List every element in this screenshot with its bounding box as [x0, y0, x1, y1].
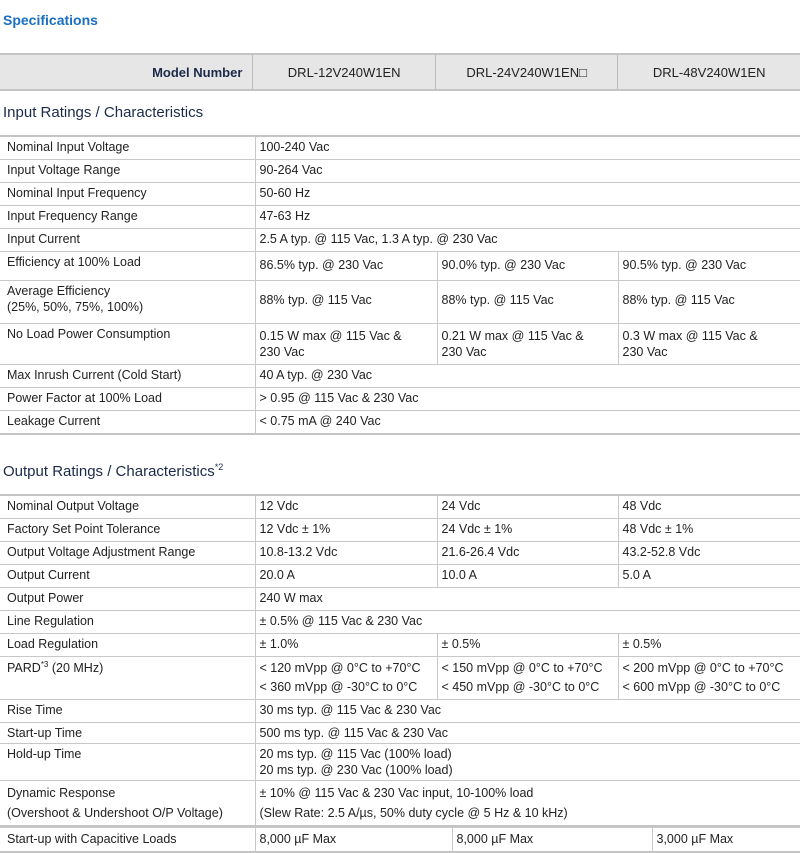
value-cell [437, 252, 618, 281]
table-row [0, 519, 800, 542]
text-line: 20.0 A [259, 568, 295, 582]
text-line: Dynamic Response [7, 786, 116, 800]
text-line: Output Power [7, 591, 84, 605]
table-row [0, 781, 800, 827]
row-label [0, 723, 255, 744]
value-cell [618, 542, 800, 565]
text-line: 88% typ. @ 115 Vac [441, 293, 554, 307]
value-cell [437, 657, 618, 700]
text-line: Average Efficiency [7, 284, 111, 298]
text-line: > 0.95 @ 115 Vac & 230 Vac [259, 391, 419, 405]
text-line: 500 ms typ. @ 115 Vac & 230 Vac [259, 726, 448, 740]
text-line: ± 0.5% @ 115 Vac & 230 Vac [259, 614, 423, 628]
value-cell [437, 324, 618, 365]
model-48v: DRL-48V240W1EN [617, 55, 800, 89]
value-cell [255, 744, 800, 781]
value-cell [255, 700, 800, 723]
model-24v: DRL-24V240W1EN□ [435, 55, 618, 89]
table-row [0, 700, 800, 723]
table-row [0, 136, 800, 160]
text-line: < 600 mVpp @ -30°C to 0°C [622, 680, 781, 694]
model-12v: DRL-12V240W1EN [252, 55, 435, 89]
row-label [0, 411, 255, 435]
value-cell [255, 495, 437, 519]
text-line: Input Current [7, 232, 80, 246]
text-line: 0.15 W max @ 115 Vac & [259, 329, 402, 343]
text-line: Start-up Time [7, 726, 83, 740]
text-line: 50-60 Hz [259, 186, 311, 200]
text-line: 21.6-26.4 Vdc [441, 545, 520, 559]
value-cell [255, 519, 437, 542]
table-row [0, 565, 800, 588]
table-row [0, 206, 800, 229]
text-line: 2.5 A typ. @ 115 Vac, 1.3 A typ. @ 230 Vac [259, 232, 498, 246]
value-cell [255, 281, 437, 324]
value-cell [437, 634, 618, 657]
value-cell: 8,000 µF Max [452, 828, 652, 853]
value-cell [618, 281, 800, 324]
text-line: 230 Vac [259, 345, 305, 359]
row-label [0, 611, 255, 634]
model-number-label: Model Number [152, 64, 243, 80]
text-line: 40 A typ. @ 230 Vac [259, 368, 373, 382]
text-line: 100-240 Vac [259, 140, 330, 154]
text-line: Load Regulation [7, 637, 99, 651]
table-row [0, 634, 800, 657]
text-line: < 360 mVpp @ -30°C to 0°C [259, 680, 418, 694]
value-cell: 8,000 µF Max [255, 828, 452, 853]
text-line: 0.21 W max @ 115 Vac & [441, 329, 584, 343]
value-cell [618, 519, 800, 542]
row-label [0, 519, 255, 542]
value-cell [255, 781, 800, 827]
value-cell [255, 634, 437, 657]
value-cell [437, 495, 618, 519]
value-cell [255, 252, 437, 281]
value-cell [437, 281, 618, 324]
text-line: Efficiency at 100% Load [7, 255, 141, 269]
page-title: Specifications [3, 12, 98, 28]
input-section-heading: Input Ratings / Characteristics [3, 104, 204, 121]
text-line: ± 0.5% [441, 637, 481, 651]
text-line: (Overshoot & Undershoot O/P Voltage) [7, 806, 223, 820]
table-row [0, 160, 800, 183]
text-line: (25%, 50%, 75%, 100%) [7, 300, 144, 314]
row-label [0, 229, 255, 252]
table-row [0, 365, 800, 388]
table-row [0, 411, 800, 435]
value-cell [437, 565, 618, 588]
table-row [0, 542, 800, 565]
text-line: 90.0% typ. @ 230 Vac [441, 258, 566, 272]
text-line: Max Inrush Current (Cold Start) [7, 368, 182, 382]
text-line: 48 Vdc [622, 499, 662, 513]
text-line: 230 Vac [441, 345, 487, 359]
text-line: 240 W max [259, 591, 323, 605]
row-label [0, 183, 255, 206]
text-line: 90.5% typ. @ 230 Vac [622, 258, 747, 272]
text-line: Power Factor at 100% Load [7, 391, 162, 405]
text-line: < 450 mVpp @ -30°C to 0°C [441, 680, 600, 694]
value-cell [255, 723, 800, 744]
row-label [0, 324, 255, 365]
text-line: 86.5% typ. @ 230 Vac [259, 258, 384, 272]
text-line: < 150 mVpp @ 0°C to +70°C [441, 661, 603, 675]
text-line: Line Regulation [7, 614, 94, 628]
value-cell [437, 519, 618, 542]
table-row [0, 183, 800, 206]
value-cell [255, 565, 437, 588]
value-cell [255, 411, 800, 435]
text-line: (Slew Rate: 2.5 A/µs, 50% duty cycle @ 5 Hz & 10 kHz) [259, 806, 568, 820]
output-ratings-table [0, 494, 800, 827]
text-line: 10.8-13.2 Vdc [259, 545, 338, 559]
text-line: Nominal Output Voltage [7, 499, 140, 513]
text-line: ± 10% @ 115 Vac & 230 Vac input, 10-100% load [259, 786, 534, 800]
row-label [0, 565, 255, 588]
value-cell: 3,000 µF Max [652, 828, 800, 853]
value-cell [255, 229, 800, 252]
value-cell [618, 252, 800, 281]
row-label [0, 744, 255, 781]
row-label [0, 781, 255, 827]
text-line: Factory Set Point Tolerance [7, 522, 161, 536]
text-line: Output Current [7, 568, 90, 582]
row-label [0, 281, 255, 324]
text-line: 88% typ. @ 115 Vac [259, 293, 372, 307]
text-line: < 120 mVpp @ 0°C to +70°C [259, 661, 421, 675]
text-line: ± 1.0% [259, 637, 299, 651]
text-line: Rise Time [7, 703, 63, 717]
table-row [0, 495, 800, 519]
value-cell [618, 495, 800, 519]
table-row [0, 744, 800, 781]
row-label [0, 588, 255, 611]
text-line: ± 0.5% [622, 637, 662, 651]
row-label [0, 136, 255, 160]
model-number-header [0, 53, 800, 91]
text-line: 88% typ. @ 115 Vac [622, 293, 735, 307]
value-cell [618, 565, 800, 588]
text-line: 20 ms typ. @ 115 Vac (100% load) [259, 747, 452, 761]
value-cell [255, 657, 437, 700]
table-row [0, 611, 800, 634]
footnote-ref: *3 [40, 659, 49, 669]
footnote-ref: *2 [214, 462, 224, 472]
output-section-heading: Output Ratings / Characteristics$^{*2}$ [3, 462, 224, 480]
value-cell [255, 542, 437, 565]
table-row [0, 588, 800, 611]
value-cell [437, 542, 618, 565]
value-cell [255, 206, 800, 229]
text-line: 12 Vdc [259, 499, 299, 513]
text-line: Nominal Input Frequency [7, 186, 147, 200]
value-cell [255, 183, 800, 206]
row-label [0, 252, 255, 281]
text-line: 47-63 Hz [259, 209, 311, 223]
text-line: 0.3 W max @ 115 Vac & [622, 329, 758, 343]
row-label [0, 700, 255, 723]
table-row [0, 388, 800, 411]
row-label: Start-up with Capacitive Loads [0, 828, 255, 853]
text-line: < 0.75 mA @ 240 Vac [259, 414, 381, 428]
row-label [0, 495, 255, 519]
text-line: 30 ms typ. @ 115 Vac & 230 Vac [259, 703, 442, 717]
table-row [0, 657, 800, 700]
value-cell [255, 588, 800, 611]
table-row [0, 828, 800, 853]
value-cell [255, 324, 437, 365]
table-row [0, 281, 800, 324]
text-line: No Load Power Consumption [7, 327, 171, 341]
text-line: Output Voltage Adjustment Range [7, 545, 196, 559]
value-cell [255, 160, 800, 183]
row-label [0, 206, 255, 229]
table-row [0, 324, 800, 365]
label-suffix: (20 MHz) [48, 661, 104, 675]
value-cell [255, 388, 800, 411]
row-label [0, 365, 255, 388]
table-row [0, 252, 800, 281]
text-line: 5.0 A [622, 568, 651, 582]
row-label [0, 542, 255, 565]
text-line: Hold-up Time [7, 747, 82, 761]
input-ratings-table [0, 135, 800, 435]
text-line: Nominal Input Voltage [7, 140, 130, 154]
text-line: Input Voltage Range [7, 163, 121, 177]
text-line: 20 ms typ. @ 230 Vac (100% load) [259, 763, 453, 777]
value-cell [618, 634, 800, 657]
text-line: < 200 mVpp @ 0°C to +70°C [622, 661, 784, 675]
row-label [0, 634, 255, 657]
value-cell [255, 365, 800, 388]
table-row [0, 229, 800, 252]
text-line: PARD [7, 661, 41, 675]
value-cell [618, 324, 800, 365]
value-cell [255, 136, 800, 160]
text-line: 48 Vdc ± 1% [622, 522, 694, 536]
capacitive-load-table [0, 827, 800, 853]
table-row [0, 723, 800, 744]
text-line: 24 Vdc [441, 499, 481, 513]
text-line: 24 Vdc ± 1% [441, 522, 513, 536]
text-line: Leakage Current [7, 414, 101, 428]
text-line: 10.0 A [441, 568, 477, 582]
value-cell [255, 611, 800, 634]
row-label [0, 657, 255, 700]
row-label [0, 388, 255, 411]
row-label [0, 160, 255, 183]
text-line: 43.2-52.8 Vdc [622, 545, 701, 559]
text-line: 90-264 Vac [259, 163, 323, 177]
text-line: Input Frequency Range [7, 209, 138, 223]
value-cell [618, 657, 800, 700]
text-line: 230 Vac [622, 345, 668, 359]
text-line: 12 Vdc ± 1% [259, 522, 331, 536]
